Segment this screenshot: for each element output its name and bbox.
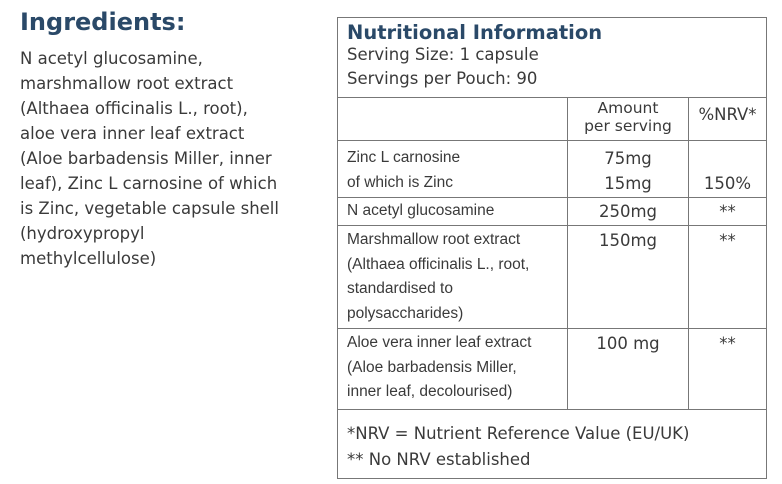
table-divider [338,97,766,98]
nutrition-title: Nutritional Information [347,21,603,44]
amount-cell: 75mg 15mg [604,149,652,193]
table-row: N acetyl glucosamine [347,202,495,219]
servings-per-pouch: Servings per Pouch: 90 [347,69,538,88]
amount-cell: 250mg [598,202,658,221]
ingredients-line: is Zinc, vegetable capsule shell [20,199,279,218]
nrv-cell: ** [719,202,736,221]
amount-cell: 150mg [598,231,658,250]
column-divider [567,97,568,409]
header-nrv: %NRV* [698,105,757,124]
ingredients-line: (hydroxypropyl [20,224,145,243]
table-divider [338,328,766,329]
nutrition-header [338,18,766,98]
table-divider [338,225,766,226]
ingredients-text [20,46,320,271]
ingredients-title: Ingredients: [20,8,186,36]
footnotes [347,421,689,473]
header-amount: Amount per serving [584,99,672,135]
column-divider [688,97,689,409]
nrv-cell: 150% [703,174,752,193]
ingredients-line: marshmallow root extract [20,74,234,93]
nrv-cell: ** [719,231,736,250]
ingredients-line: aloe vera inner leaf extract [20,124,245,143]
amount-cell: 100 mg [596,334,660,353]
table-row: Aloe vera inner leaf extract (Aloe barbadensis Miller, inner leaf, decolourised) [347,334,532,400]
footnote-nrv: *NRV = Nutrient Reference Value (EU/UK) [347,424,690,443]
ingredients-line: methylcellulose) [20,249,157,268]
nrv-cell: ** [719,334,736,353]
ingredients-line: N acetyl glucosamine, [20,49,203,68]
nutrition-panel [337,17,767,479]
footnote-no-nrv: ** No NRV established [347,450,531,469]
table-row: Marshmallow root extract (Althaea officinalis L., root, standardised to polysaccharides) [347,231,530,322]
table-row: Zinc L carnosine of which is Zinc [347,149,461,191]
serving-size: Serving Size: 1 capsule [347,45,539,64]
ingredients-line: (Aloe barbadensis Miller, inner [20,149,272,168]
ingredients-line: leaf), Zinc L carnosine of which [20,174,278,193]
table-divider [338,409,766,410]
table-divider [338,197,766,198]
ingredients-line: (Althaea officinalis L., root), [20,99,248,118]
table-divider [338,140,766,141]
